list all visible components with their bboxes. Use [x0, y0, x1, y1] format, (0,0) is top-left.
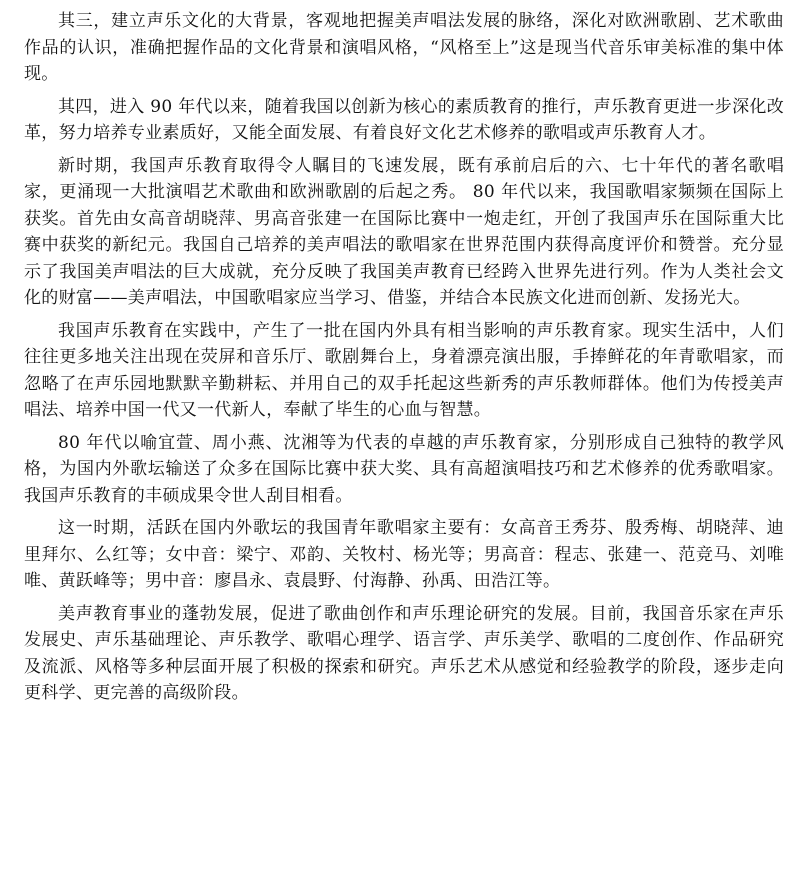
paragraph-7: 美声教育事业的蓬勃发展，促进了歌曲创作和声乐理论研究的发展。目前，我国音乐家在声乐发展史、声乐基础理论、声乐教学、歌唱心理学、语言学、声乐美学、歌唱的二度创作、作品研究及流派、风格等多种层面开展了积极的探索和研究。声乐艺术从感觉和经验教学的阶段，逐步走向更科学、更完善的高级阶段。 — [24, 603, 784, 703]
paragraph-2: 其四，进入 90 年代以来，随着我国以创新为核心的素质教育的推行，声乐教育更进一步深化改革，努力培养专业素质好，又能全面发展、有着良好文化艺术修养的歌唱或声乐教育人才。 — [24, 96, 784, 143]
paragraph-5: 80 年代以喻宜萱、周小燕、沈湘等为代表的卓越的声乐教育家，分别形成自己独特的教学风格，为国内外歌坛输送了众多在国际比赛中获大奖、具有高超演唱技巧和艺术修养的优秀歌唱家。我国声乐教育的丰硕成果令世人刮目相看。 — [24, 432, 784, 506]
paragraph-6: 这一时期，活跃在国内外歌坛的我国青年歌唱家主要有：女高音王秀芬、殷秀梅、胡晓萍、迪里拜尔、么红等；女中音：梁宁、邓韵、关牧村、杨光等；男高音：程志、张建一、范竞马、刘唯唯、黄跃峰等；男中音：廖昌永、袁晨野、付海静、孙禹、田浩江等。 — [24, 518, 784, 591]
paragraph-4: 我国声乐教育在实践中，产生了一批在国内外具有相当影响的声乐教育家。现实生活中，人们往往更多地关注出现在荧屏和音乐厅、歌剧舞台上，身着漂亮演出服，手捧鲜花的年青歌唱家，而忽略了在声乐园地默默辛勤耕耘、并用自己的双手托起这些新秀的声乐教师群体。他们为传授美声唱法、培养中国一代又一代新人，奉献了毕生的心血与智慧。 — [24, 320, 784, 420]
paragraph-3: 新时期，我国声乐教育取得令人瞩目的飞速发展，既有承前启后的六、七十年代的著名歌唱家，更涌现一大批演唱艺术歌曲和欧洲歌剧的后起之秀。 80 年代以来，我国歌唱家频频在国际上获奖。首先由女高音胡晓萍、男高音张建一在国际比赛中一炮走红，开创了我国声乐在国际重大比赛中获奖的新纪元。我国自己培养的美声唱法的歌唱家在世界范围内获得高度评价和赞誉。充分显示了我国美声唱法的巨大成就，充分反映了我国美声教育已经跨入世界先进行列。作为人类社会文化的财富——美声唱法，中国歌唱家应当学习、借鉴，并结合本民族文化进而创新、发扬光大。 — [24, 155, 784, 308]
paragraph-1: 其三，建立声乐文化的大背景，客观地把握美声唱法发展的脉络，深化对欧洲歌剧、艺术歌曲作品的认识，准确把握作品的文化背景和演唱风格，“风格至上”这是现当代音乐审美标准的集中体现。 — [24, 11, 784, 84]
